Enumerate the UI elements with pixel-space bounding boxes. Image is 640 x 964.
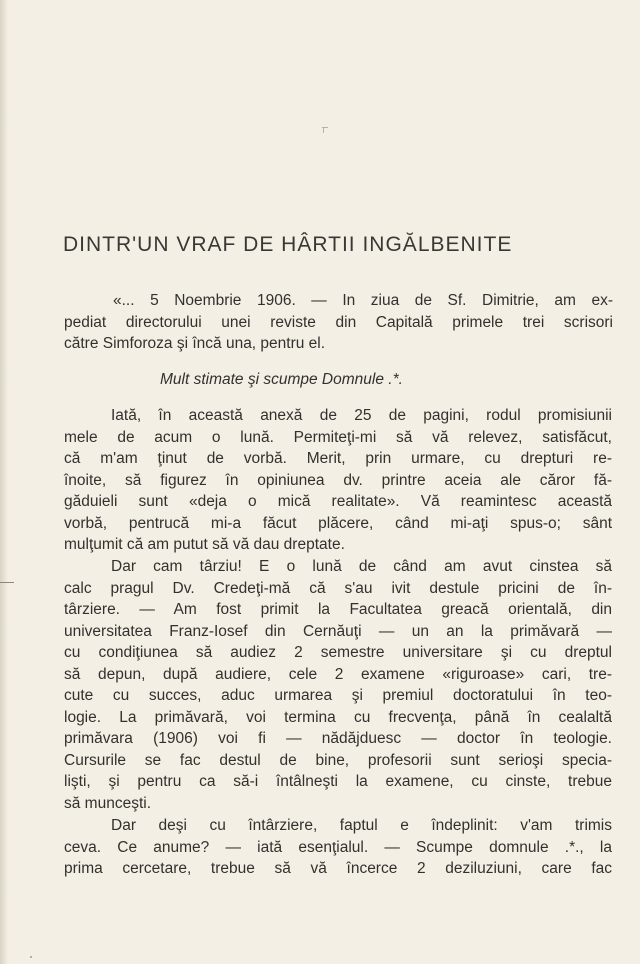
text-line: târziere. — Am fost primit la Facultatea greacă orientală, din	[64, 601, 612, 618]
text-line: cute cu succes, aduc urmarea şi premiul doctoratului în teo-	[64, 687, 612, 704]
text-line: primăvara (1906) voi fi — nădăjduesc — doctor în teologie.	[64, 730, 612, 747]
text-line: mulţumit că am putut să vă dau dreptate.	[64, 536, 345, 553]
text-line: Dar deşi cu întârziere, faptul e îndeplinit: v'am trimis	[111, 817, 612, 834]
text-line: către Simforoza şi încă una, pentru el.	[64, 335, 326, 352]
text-line: pediat directorului unei reviste din Capitală primele trei scrisori	[64, 313, 613, 331]
salutation: Mult stimate şi scumpe Domnule .*.	[160, 371, 403, 388]
paragraph-1	[64, 405, 612, 556]
text-line: calc pragul Dv. Credeţi-mă că s'au ivit destule pricini de în-	[64, 579, 612, 597]
text-line: vorbă, pentrucă mi-a făcut plăcere, când mi-aţi spus-o; sânt	[64, 514, 612, 532]
text-line: înoite, să figurez în opiniunea dv. printre aceia ale căror fă-	[64, 471, 612, 489]
text-line: universitatea Franz-Iosef din Cernăuţi — un an la primăvară —	[64, 622, 612, 640]
intro-paragraph	[64, 290, 613, 355]
text-line: ceva. Ce anume? — iată esenţialul. — Scumpe domnule .*., la	[64, 838, 612, 856]
paragraph-3	[64, 815, 612, 880]
page-edge-shadow	[0, 0, 8, 964]
text-line: logie. La primăvară, voi termina cu frecvenţa, până în cealaltă	[64, 708, 612, 726]
text-line: prima cercetare, trebue să vă încerce 2 deziluziuni, care fac	[64, 860, 612, 877]
page-speck	[30, 956, 32, 958]
margin-mark	[0, 582, 14, 583]
page-title: DINTR'UN VRAF DE HÂRTII INGĂLBENITE	[63, 233, 513, 256]
text-line: mele de acum o lună. Permiteţi-mi să vă relevez, satisfăcut,	[64, 428, 612, 446]
text-line: lişti, şi pentru ca să-i întâlneşti la examene, cu cinste, trebue	[64, 773, 612, 790]
text-line: că m'am ţinut de vorbă. Merit, prin urmare, cu drepturi re-	[64, 450, 612, 467]
text-line: să depun, după audiere, cele 2 examene «riguroase» cari, tre-	[64, 665, 612, 683]
text-line: cu condiţiunea să audiez 2 semestre universitare şi cu dreptul	[64, 644, 612, 661]
paragraph-2	[64, 556, 612, 814]
text-line: să munceşti.	[64, 794, 152, 812]
text-line: «... 5 Noembrie 1906. — In ziua de Sf. Dimitrie, am ex-	[113, 292, 613, 309]
text-line: Iată, în această anexă de 25 de pagini, rodul promisiunii	[111, 407, 612, 424]
print-mark-tick	[323, 127, 324, 133]
text-line: Cursurile se fac destul de bine, profesorii sunt serioşi specia-	[64, 751, 612, 769]
text-line: Dar cam târziu! E o lună de când am avut cinstea să	[111, 558, 612, 575]
text-line: găduieli sunt «deja o mică realitate». Vă reamintesc această	[64, 493, 612, 510]
